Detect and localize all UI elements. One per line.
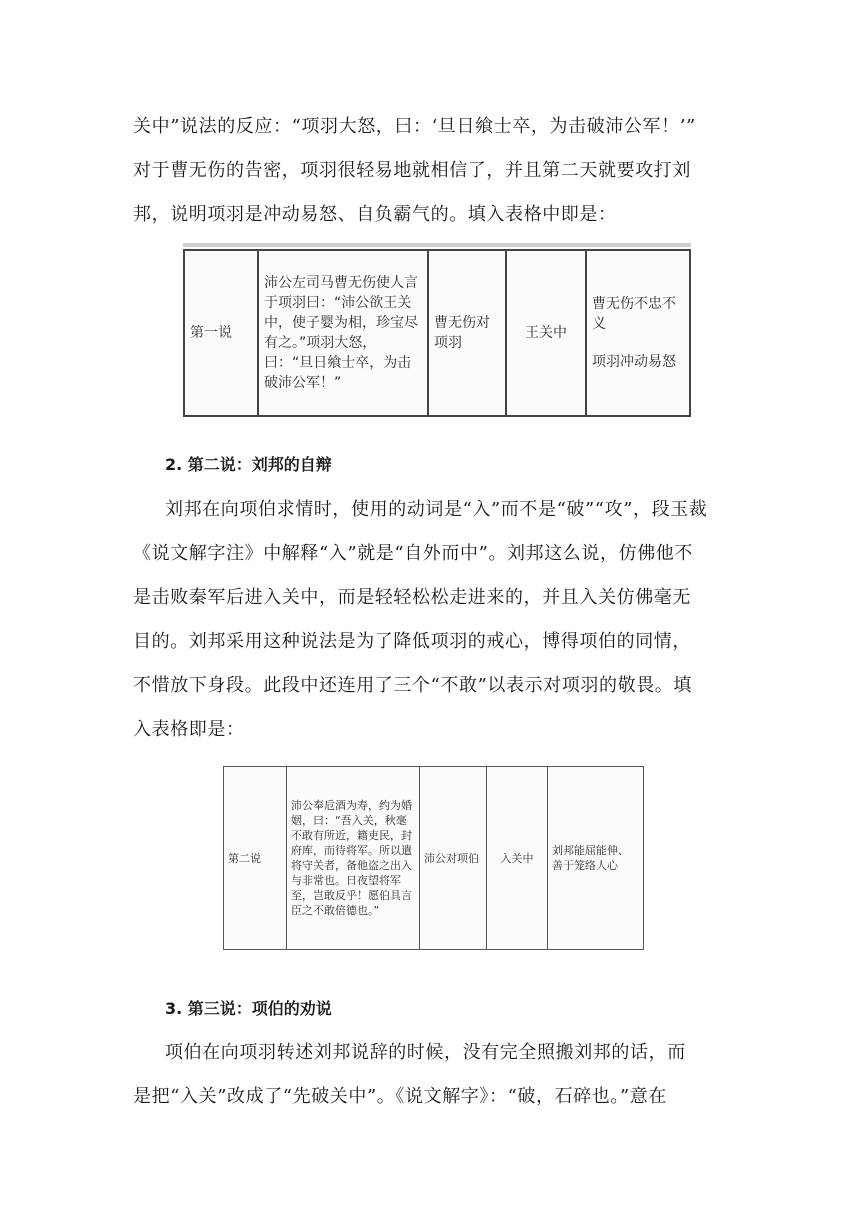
paragraph-line: 目的。刘邦采用这种说法是为了降低项羽的戒心，博得项伯的同情， — [133, 631, 691, 652]
paragraph-line: 《说文解字注》中解释“入”就是“自外而中”。刘邦这么说，仿佛他不 — [133, 543, 694, 564]
table-quote-cell: 沛公奉卮酒为寿，约为婚姻，曰：“吾入关，秋毫不敢有所近，籍吏民，封府库，而待将军。所以遣将守关者，备他盗之出入与非常也。日夜望将军至，岂敢反乎！愿伯具言臣之不敢倍德也。” — [287, 767, 420, 950]
table-row — [224, 767, 644, 950]
table-speaker-cell: 沛公对项伯 — [420, 767, 487, 950]
analysis-text: 曹无伤不忠不义 — [592, 296, 676, 332]
table-quote-cell: 沛公左司马曹无伤使人言于项羽曰：“沛公欲王关中，使子婴为相，珍宝尽有之。”项羽大怒，曰：“旦日飨士卒，为击破沛公军！” — [258, 250, 428, 416]
section-heading: 3. 第三说：项伯的劝说 — [165, 999, 332, 1018]
paragraph-line: 邦，说明项羽是冲动易怒、自负霸气的。填入表格中即是： — [133, 204, 617, 225]
scan-edge — [183, 243, 691, 247]
table-first-saying — [183, 249, 691, 417]
table-claim-cell: 王关中 — [506, 250, 586, 416]
table-label-cell: 第二说 — [224, 767, 287, 950]
paragraph-line: 对于曹无伤的告密，项羽很轻易地就相信了，并且第二天就要攻打刘 — [133, 160, 691, 181]
table-second-saying — [223, 766, 644, 950]
table-claim-cell: 入关中 — [487, 767, 548, 950]
section-heading: 2. 第二说：刘邦的自辩 — [165, 455, 332, 474]
table-row — [184, 250, 690, 416]
paragraph-line: 不惜放下身段。此段中还连用了三个“不敢”以表示对项羽的敬畏。填 — [133, 675, 693, 696]
paragraph-line: 是击败秦军后进入关中，而是轻轻松松走进来的，并且入关仿佛毫无 — [133, 587, 691, 608]
spacer — [592, 334, 684, 352]
table-analysis-cell — [586, 250, 690, 416]
paragraph-line: 关中”说法的反应：“项羽大怒，曰：‘旦日飨士卒，为击破沛公军！’” — [133, 116, 696, 137]
paragraph-line: 入表格即是： — [133, 719, 245, 740]
paragraph-line: 项伯在向项羽转述刘邦说辞的时候，没有完全照搬刘邦的话，而 — [165, 1042, 686, 1063]
table-label-cell: 第一说 — [184, 250, 258, 416]
analysis-text: 项羽冲动易怒 — [592, 354, 676, 370]
table-analysis-cell: 刘邦能屈能伸、善于笼络人心 — [548, 767, 644, 950]
paragraph-line: 刘邦在向项伯求情时，使用的动词是“入”而不是“破”“攻”，段玉裁 — [165, 499, 708, 520]
paragraph-line: 是把“入关”改成了“先破关中”。《说文解字》：“破，石碎也。”意在 — [133, 1086, 668, 1107]
table-speaker-cell: 曹无伤对项羽 — [428, 250, 506, 416]
